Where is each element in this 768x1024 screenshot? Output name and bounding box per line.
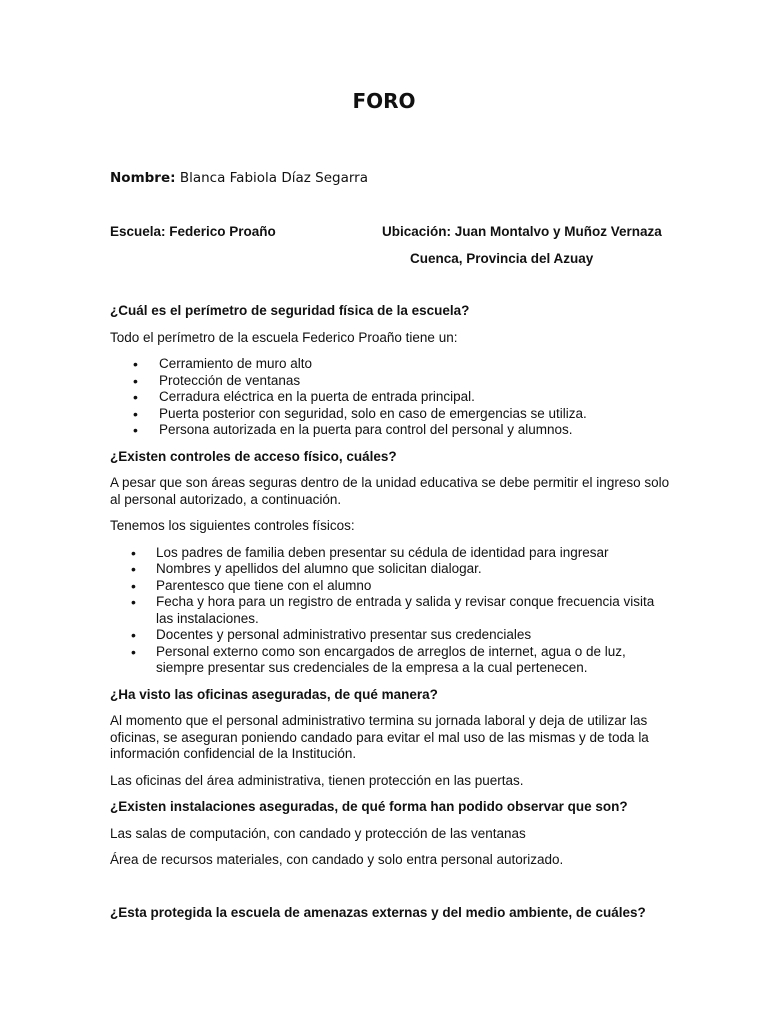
location-line-2: Cuenca, Provincia del Azuay — [410, 251, 594, 266]
question-perimeter: ¿Cuál es el perímetro de seguridad física de la escuela? — [110, 303, 470, 318]
answer-access-paragraph: A pesar que son áreas seguras dentro de la unidad educativa se debe permitir el ingreso solo al personal autorizado, a continuación. — [110, 475, 670, 507]
list-item: • Docentes y personal administrativo presentar sus credenciales — [110, 627, 670, 644]
answer-perimeter-intro: Todo el perímetro de la escuela Federico Proaño tiene un: — [110, 329, 458, 345]
student-name-line — [110, 170, 368, 186]
list-item: • Puerta posterior con seguridad, solo en caso de emergencias se utiliza. — [110, 406, 670, 423]
answer-offices-protection: Las oficinas del área administrativa, tienen protección en las puertas. — [110, 772, 524, 788]
name-label: Nombre: — [110, 170, 176, 186]
question-secured-facilities: ¿Existen instalaciones aseguradas, de qué forma han podido observar que son? — [110, 799, 628, 814]
school-line: Escuela: Federico Proaño — [110, 224, 276, 239]
list-item: • Protección de ventanas — [110, 373, 670, 390]
list-item: • Personal externo como son encargados de arreglos de internet, agua o de luz, siempre presentar sus credenciales de la empresa a la cual pertenecen. — [110, 644, 670, 677]
list-item: • Nombres y apellidos del alumno que solicitan dialogar. — [110, 561, 670, 578]
list-item: • Parentesco que tiene con el alumno — [110, 578, 670, 595]
location-line-1: Ubicación: Juan Montalvo y Muñoz Vernaza — [382, 224, 662, 239]
answer-computer-rooms: Las salas de computación, con candado y protección de las ventanas — [110, 825, 526, 841]
question-external-threats: ¿Esta protegida la escuela de amenazas externas y del medio ambiente, de cuáles? — [110, 904, 646, 920]
answer-materials-area: Área de recursos materiales, con candado y solo entra personal autorizado. — [110, 852, 564, 867]
document-title: FORO — [352, 89, 416, 113]
list-item: • Fecha y hora para un registro de entrada y salida y revisar conque frecuencia visita las instalaciones. — [110, 594, 670, 627]
answer-access-intro: Tenemos los siguientes controles físicos: — [110, 518, 355, 533]
list-item: • Los padres de familia deben presentar su cédula de identidad para ingresar — [110, 545, 670, 562]
list-item: • Cerramiento de muro alto — [110, 356, 670, 373]
access-controls-list — [110, 545, 670, 677]
answer-offices-paragraph: Al momento que el personal administrativo termina su jornada laboral y deja de utilizar las oficinas, se aseguran poniendo candado para evitar el mal uso de las mismas y de toda la información confidencial de la Institución. — [110, 713, 649, 761]
list-item: • Persona autorizada en la puerta para control del personal y alumnos. — [110, 422, 670, 439]
document-body — [110, 303, 670, 931]
question-access-controls: ¿Existen controles de acceso físico, cuáles? — [110, 448, 397, 464]
question-secured-offices: ¿Ha visto las oficinas aseguradas, de qué manera? — [110, 686, 438, 702]
perimeter-list — [110, 356, 670, 439]
name-value: Blanca Fabiola Díaz Segarra — [179, 170, 368, 186]
list-item: • Cerradura eléctrica en la puerta de entrada principal. — [110, 389, 670, 406]
